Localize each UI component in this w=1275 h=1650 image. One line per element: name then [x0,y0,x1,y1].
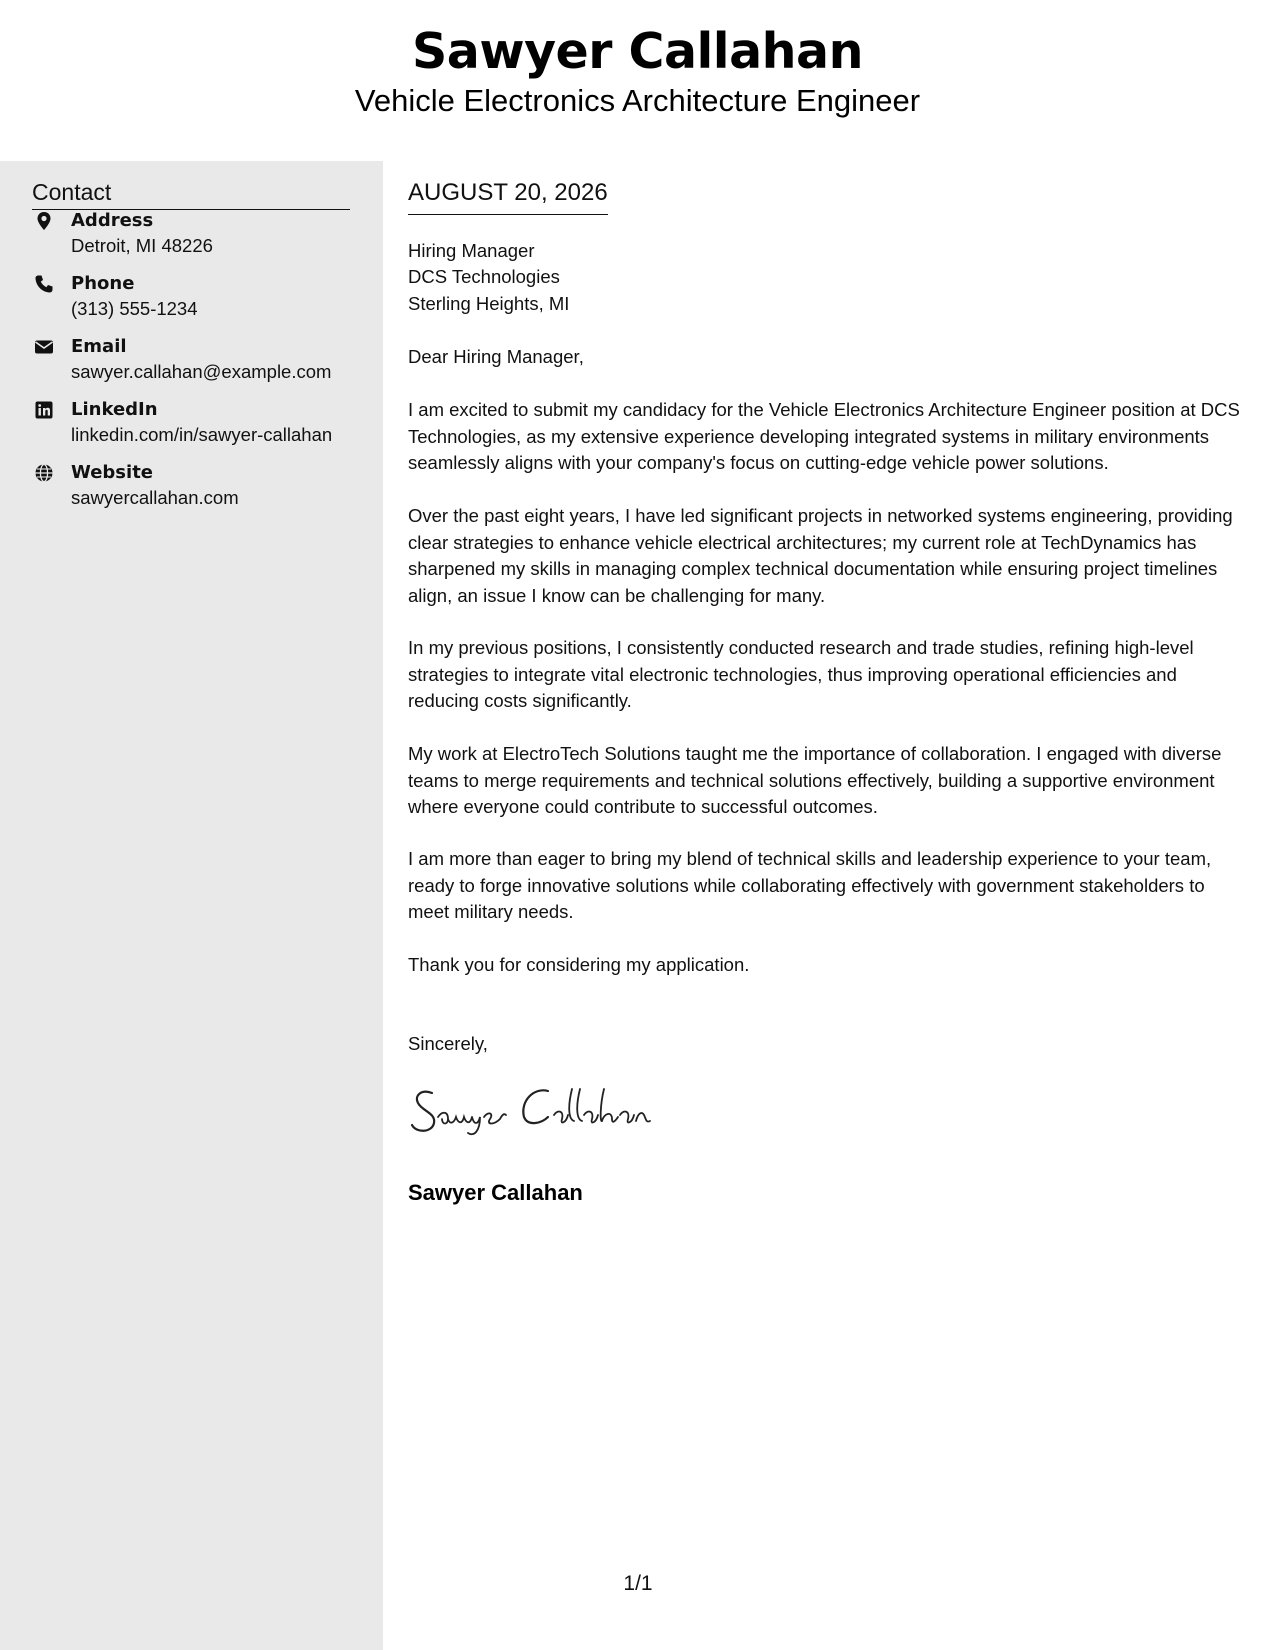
contact-heading: Contact [32,177,350,210]
page-number: 1/1 [623,1572,653,1595]
closing: Sincerely, [408,1033,488,1054]
envelope-icon [34,337,54,357]
paragraph-4: My work at ElectroTech Solutions taught me the importance of collaboration. I engaged with diverse teams to merge requirements and technical solutions effectively, building a supportive environment where everyone could contribute to successful outcomes. [408,743,1222,817]
contact-value-email: sawyer.callahan@example.com [71,361,332,382]
recipient-location: Sterling Heights, MI [408,293,570,314]
applicant-name: Sawyer Callahan [411,23,864,80]
salutation: Dear Hiring Manager, [408,346,584,367]
applicant-title: Vehicle Electronics Architecture Engineer [354,83,921,118]
map-pin-icon [34,211,54,231]
letter-header [0,0,1275,161]
contact-value-phone: (313) 555-1234 [71,298,198,319]
contact-sidebar [0,161,383,1650]
contact-label-address: Address [71,210,154,231]
signer-name: Sawyer Callahan [408,1180,583,1205]
handwritten-signature [408,1079,668,1144]
contact-value-website: sawyercallahan.com [71,487,239,508]
recipient-name: Hiring Manager [408,240,535,261]
contact-label-phone: Phone [71,273,135,294]
paragraph-6: Thank you for considering my application. [408,954,750,975]
phone-icon [34,274,54,294]
paragraph-1: I am excited to submit my candidacy for the Vehicle Electronics Architecture Engineer position at DCS Technologies, as my extensive experience developing integrated systems in military environments seamlessly aligns with your company's focus on cutting-edge vehicle power solutions. [408,399,1240,473]
linkedin-icon [34,400,54,420]
paragraph-5: I am more than eager to bring my blend of technical skills and leadership experience to your team, ready to forge innovative solutions while collaborating effectively with government stakeholders to meet military needs. [408,848,1212,922]
letter-date: AUGUST 20, 2026 [408,178,608,215]
contact-label-email: Email [71,336,127,357]
contact-label-linkedin: LinkedIn [71,399,158,420]
contact-value-linkedin: linkedin.com/in/sawyer-callahan [71,424,333,445]
contact-label-website: Website [71,462,154,483]
paragraph-2: Over the past eight years, I have led significant projects in networked systems engineering, providing clear strategies to enhance vehicle electrical architectures; my current role at TechDynamics has sharpened my skills in managing complex technical documentation while ensuring project timelines align, an issue I know can be challenging for many. [408,505,1233,606]
recipient-company: DCS Technologies [408,266,560,287]
paragraph-3: In my previous positions, I consistently conducted research and trade studies, refining high-level strategies to integrate vital electronic technologies, thus improving operational efficiencies and reducing costs significantly. [408,637,1194,711]
globe-icon [34,463,54,483]
contact-value-address: Detroit, MI 48226 [71,235,213,256]
